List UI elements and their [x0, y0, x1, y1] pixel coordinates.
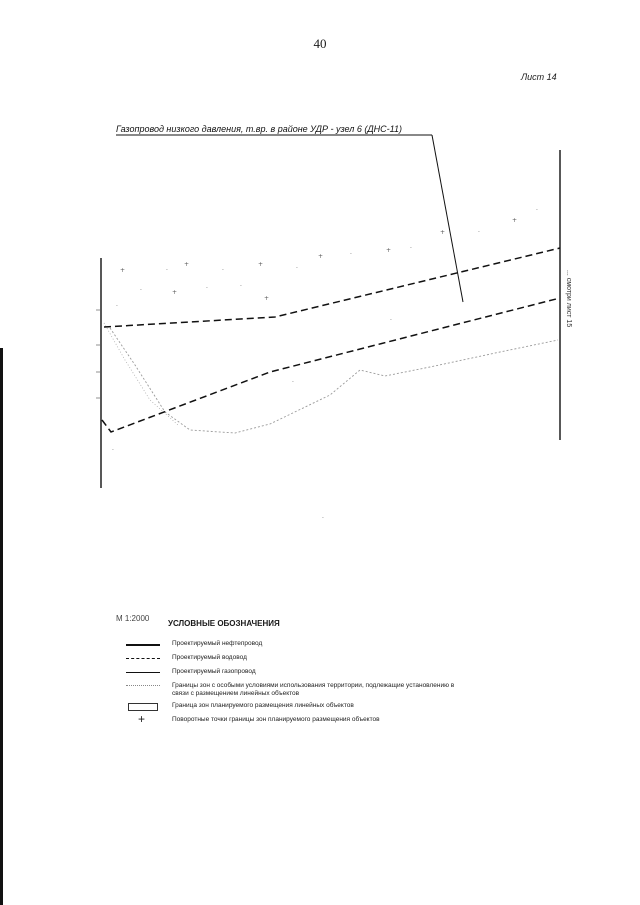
- survey-mark: ·: [222, 267, 224, 274]
- survey-mark: +: [258, 261, 264, 268]
- thin-line-symbol: [126, 668, 160, 678]
- right-edge-label: ... смотри лист 15: [565, 270, 572, 328]
- zone-boundary-line: [104, 323, 178, 425]
- survey-mark: ·: [536, 207, 538, 214]
- survey-mark: ·: [322, 515, 324, 522]
- legend-item-placement-zone: [126, 702, 456, 712]
- dotted-line-symbol: [126, 682, 160, 692]
- survey-mark: ·: [296, 265, 298, 272]
- survey-mark: +: [512, 217, 518, 224]
- legend-item-gas-pipeline: [126, 668, 456, 678]
- rectangle-symbol: [126, 702, 160, 712]
- legend-text: Проектируемый нефтепровод: [172, 640, 263, 647]
- survey-mark: ·: [350, 251, 352, 258]
- sheet-label: Лист 14: [521, 72, 557, 82]
- survey-mark: +: [440, 229, 446, 236]
- legend: [126, 640, 456, 730]
- survey-mark: ·: [116, 303, 118, 310]
- thick-line-symbol: [126, 640, 160, 650]
- secondary-route-line: [110, 328, 558, 433]
- legend-item-oil-pipeline: [126, 640, 456, 650]
- survey-mark: ·: [206, 285, 208, 292]
- plus-mark-icon: +: [138, 712, 146, 726]
- legend-text: Проектируемый газопровод: [172, 668, 256, 675]
- legend-item-water-pipeline: [126, 654, 456, 664]
- map-title: Газопровод низкого давления, т.вр. в районе УДР - узел 6 (ДНС-11): [116, 124, 403, 134]
- survey-mark: ·: [140, 287, 142, 294]
- survey-mark: +: [264, 295, 270, 302]
- survey-mark: +: [120, 267, 126, 274]
- survey-mark: ·: [478, 229, 480, 236]
- legend-text: Проектируемый водовод: [172, 654, 247, 661]
- survey-mark: ·: [292, 379, 294, 386]
- left-edge-ticks: [96, 310, 100, 398]
- legend-text: Поворотные точки границы зон планируемого размещения объектов: [172, 716, 380, 723]
- survey-mark: ·: [240, 283, 242, 290]
- title-leader-line: [432, 135, 463, 302]
- legend-text: Границы зон с особыми условиями использования территории, подлежащие установлению в связи с размещением линейных объектов: [172, 682, 455, 697]
- survey-mark: +: [386, 247, 392, 254]
- survey-marks: [112, 207, 538, 522]
- survey-mark: +: [318, 253, 324, 260]
- dashed-line-symbol: [126, 654, 160, 664]
- page-number: 40: [313, 36, 327, 51]
- legend-item-special-zone: [126, 682, 456, 698]
- lower-dashed-route: [102, 298, 560, 432]
- survey-mark: ·: [112, 447, 114, 454]
- survey-mark: +: [172, 289, 178, 296]
- survey-mark: +: [184, 261, 190, 268]
- legend-text: Граница зон планируемого размещения линейных объектов: [172, 702, 354, 709]
- survey-mark: ·: [410, 245, 412, 252]
- legend-title: УСЛОВНЫЕ ОБОЗНАЧЕНИЯ: [168, 619, 280, 628]
- survey-mark: ·: [390, 317, 392, 324]
- survey-mark: ·: [166, 267, 168, 274]
- legend-item-turning-points: [126, 712, 456, 726]
- scale-label: М 1:2000: [116, 614, 150, 623]
